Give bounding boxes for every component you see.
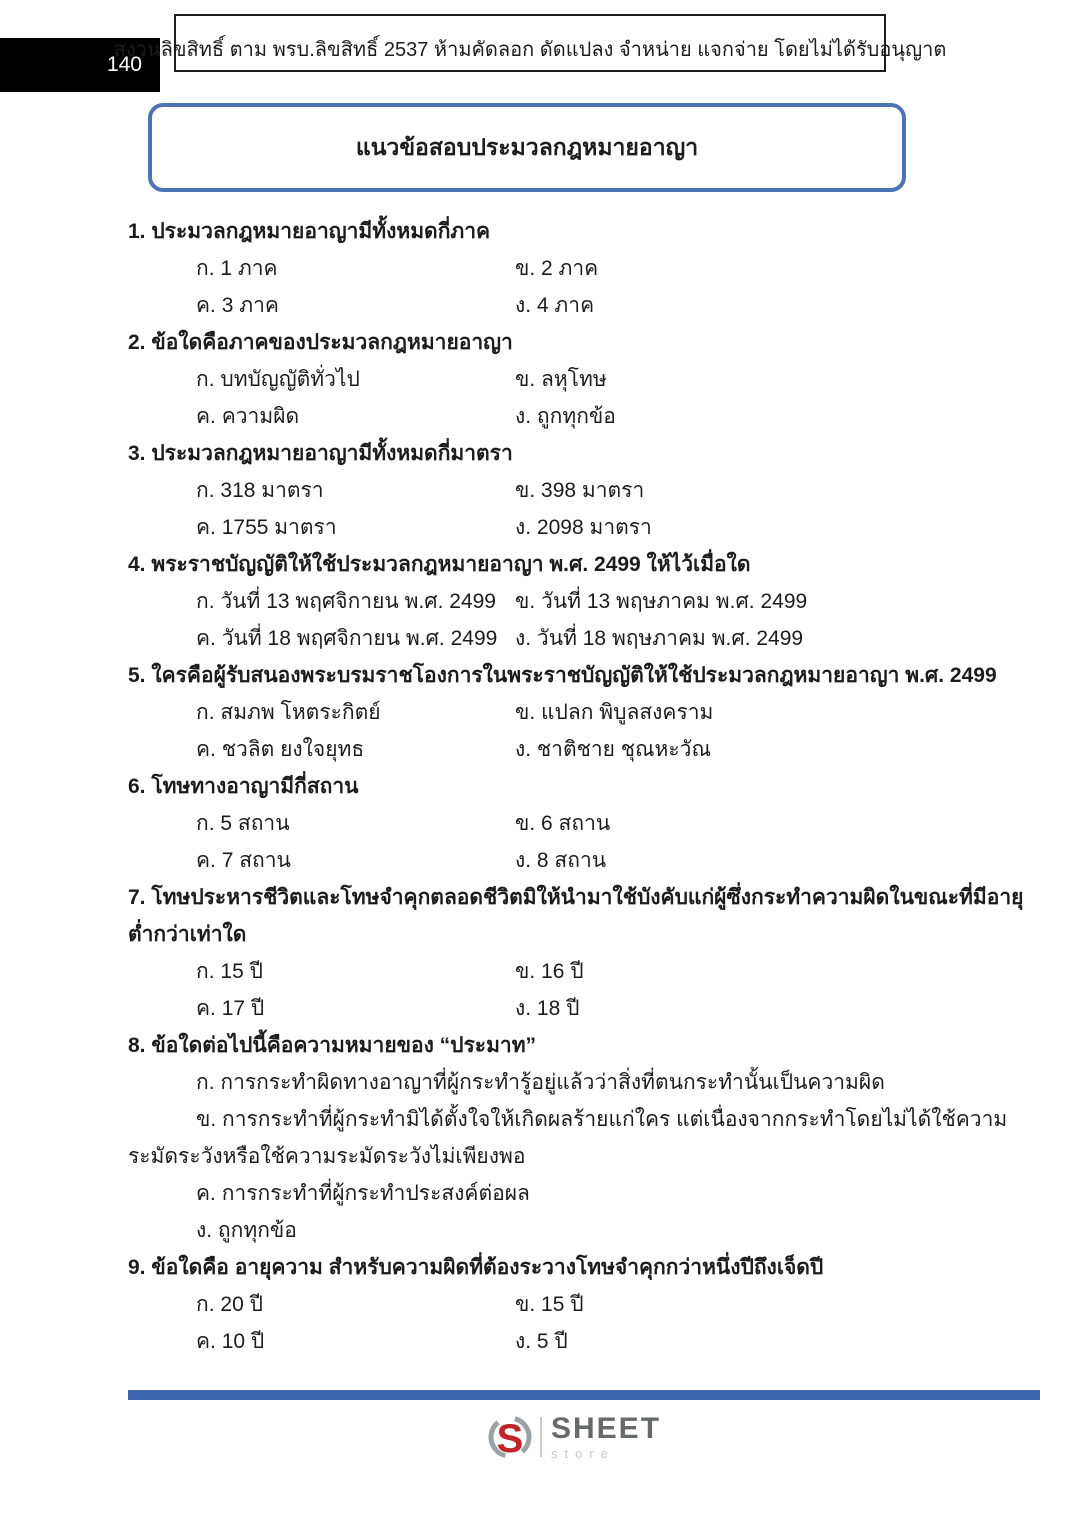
option: ก. 1 ภาค	[196, 257, 278, 280]
option: ข. การกระทำที่ผู้กระทำมิได้ตั้งใจให้เกิดผลร้ายแก่ใคร แต่เนื่องจากกระทำโดยไม่ได้ใช้ความ	[196, 1108, 1008, 1131]
option: ง. ถูกทุกข้อ	[515, 405, 616, 428]
svg-text:S: S	[496, 1417, 524, 1459]
option: ค. 1755 มาตรา	[196, 516, 337, 539]
option: ระมัดระวังหรือใช้ความระมัดระวังไม่เพียงพอ	[128, 1145, 526, 1168]
question	[128, 324, 1046, 435]
options-grid	[128, 250, 1046, 324]
option: ก. 5 สถาน	[196, 812, 290, 835]
options-grid	[128, 1286, 1046, 1360]
question-heading: 8. ข้อใดต่อไปนี้คือความหมายของ “ประมาท”	[128, 1034, 537, 1057]
question-heading: ต่ำกว่าเท่าใด	[128, 923, 247, 946]
document-title: แนวข้อสอบประมวลกฎหมายอาญา	[355, 133, 699, 160]
document-title-box	[148, 103, 906, 192]
question	[128, 435, 1046, 546]
sheet-store-logo	[486, 1414, 661, 1460]
option: ง. 8 สถาน	[515, 849, 607, 872]
question	[128, 879, 1046, 1027]
option: ง. ถูกทุกข้อ	[196, 1219, 297, 1242]
option: ง. วันที่ 18 พฤษภาคม พ.ศ. 2499	[515, 627, 804, 650]
option: ง. ชาติชาย ชุณหะวัณ	[515, 738, 711, 761]
options-grid	[128, 472, 1046, 546]
logo-divider	[540, 1417, 542, 1457]
question	[128, 1027, 1046, 1249]
option: ก. บทบัญญัติทั่วไป	[196, 368, 360, 391]
question	[128, 657, 1046, 768]
options-grid	[128, 361, 1046, 435]
questions	[128, 213, 1046, 1360]
option: ข. ลหุโทษ	[515, 368, 607, 391]
option: ก. 20 ปี	[196, 1293, 263, 1316]
question-heading: 9. ข้อใดคือ อายุความ สำหรับความผิดที่ต้องระวางโทษจำคุกกว่าหนึ่งปีถึงเจ็ดปี	[128, 1256, 824, 1279]
question-heading: 2. ข้อใดคือภาคของประมวลกฎหมายอาญา	[128, 331, 513, 354]
question-heading: 1. ประมวลกฎหมายอาญามีทั้งหมดกี่ภาค	[128, 220, 491, 243]
option: ก. 15 ปี	[196, 960, 263, 983]
question	[128, 546, 1046, 657]
option: ค. 7 สถาน	[196, 849, 291, 872]
option: ก. 318 มาตรา	[196, 479, 324, 502]
option: ค. 3 ภาค	[196, 294, 279, 317]
option: ค. การกระทำที่ผู้กระทำประสงค์ต่อผล	[196, 1182, 530, 1205]
option: ก. การกระทำผิดทางอาญาที่ผู้กระทำรู้อยู่แล้วว่าสิ่งที่ตนกระทำนั้นเป็นความผิด	[196, 1071, 885, 1094]
option: ค. 10 ปี	[196, 1330, 265, 1353]
option: ง. 18 ปี	[515, 997, 580, 1020]
option: ง. 4 ภาค	[515, 294, 595, 317]
question	[128, 768, 1046, 879]
logo-subtext: store	[551, 1446, 615, 1461]
option: ค. วันที่ 18 พฤศจิกายน พ.ศ. 2499	[196, 627, 498, 650]
option: ข. 6 สถาน	[515, 812, 611, 835]
option: ข. 16 ปี	[515, 960, 584, 983]
option: ข. 2 ภาค	[515, 257, 599, 280]
options-grid	[128, 805, 1046, 879]
question	[128, 213, 1046, 324]
option: ง. 5 ปี	[515, 1330, 568, 1353]
sheet-store-s-icon	[486, 1415, 534, 1459]
question	[128, 1249, 1046, 1360]
question-heading: 6. โทษทางอาญามีกี่สถาน	[128, 775, 359, 798]
question-heading: 5. ใครคือผู้รับสนองพระบรมราชโองการในพระราชบัญญัติให้ใช้ประมวลกฎหมายอาญา พ.ศ. 2499	[128, 664, 997, 687]
options-grid	[128, 583, 1046, 657]
question-heading: 3. ประมวลกฎหมายอาญามีทั้งหมดกี่มาตรา	[128, 442, 513, 465]
option: ก. วันที่ 13 พฤศจิกายน พ.ศ. 2499	[196, 590, 496, 613]
options-grid	[128, 953, 1046, 1027]
option: ข. 398 มาตรา	[515, 479, 645, 502]
option: ข. 15 ปี	[515, 1293, 584, 1316]
logo-name: SHEET	[551, 1412, 662, 1445]
page-number: 140	[106, 53, 142, 76]
footer-divider-bar	[128, 1390, 1040, 1400]
option: ง. 2098 มาตรา	[515, 516, 652, 539]
copyright-text: สงวนลิขสิทธิ์ ตาม พรบ.ลิขสิทธิ์ 2537 ห้ามคัดลอก ดัดแปลง จำหน่าย แจกจ่าย โดยไม่ได้รับอนุญาต	[113, 39, 947, 61]
option: ค. ชวลิต ยงใจยุทธ	[196, 738, 365, 761]
option: ค. 17 ปี	[196, 997, 265, 1020]
option: ก. สมภพ โหตระกิตย์	[196, 701, 381, 724]
option: ค. ความผิด	[196, 405, 300, 428]
question-heading: 4. พระราชบัญญัติให้ใช้ประมวลกฎหมายอาญา พ.ศ. 2499 ให้ไว้เมื่อใด	[128, 553, 751, 576]
option: ข. แปลก พิบูลสงคราม	[515, 701, 714, 724]
option: ข. วันที่ 13 พฤษภาคม พ.ศ. 2499	[515, 590, 808, 613]
options-grid	[128, 694, 1046, 768]
question-heading: 7. โทษประหารชีวิตและโทษจำคุกตลอดชีวิตมิให้นำมาใช้บังคับแก่ผู้ซึ่งกระทำความผิดในขณะที่มีอายุ	[128, 886, 1024, 909]
